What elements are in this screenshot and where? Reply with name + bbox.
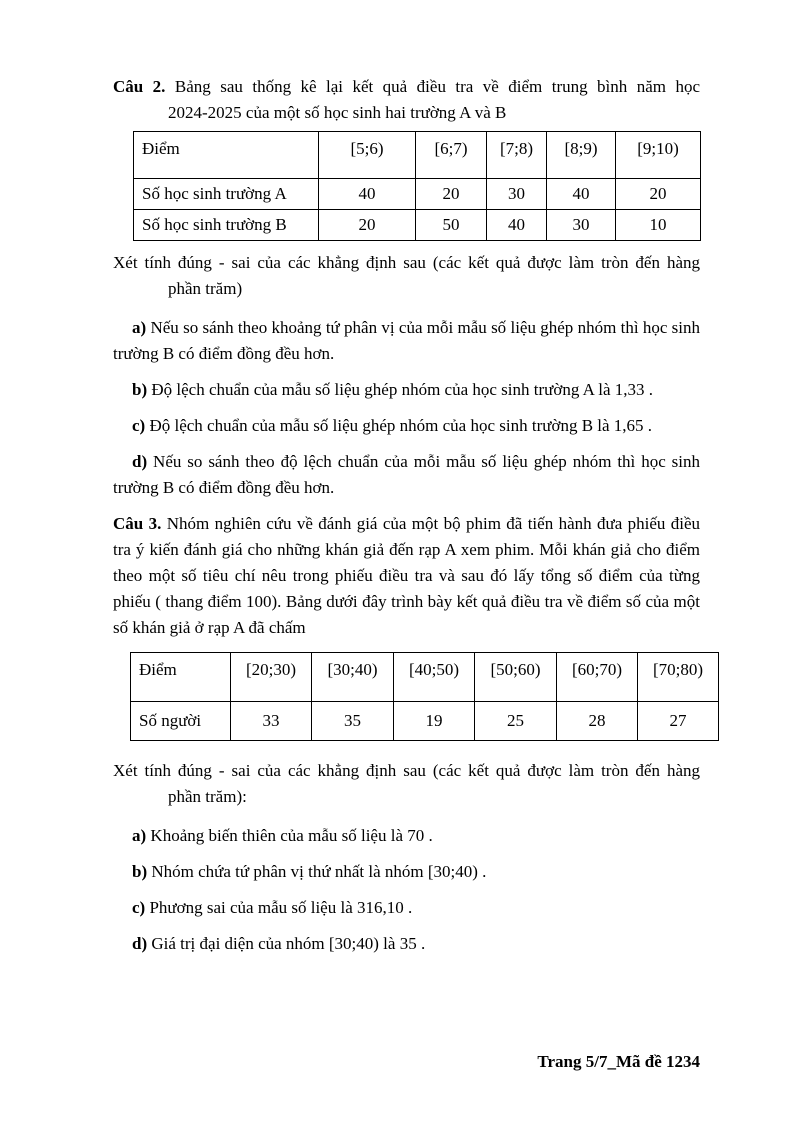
- table-row: [134, 179, 701, 210]
- table-cell: 35: [312, 702, 394, 741]
- q2-intro-text: Bảng sau thống kê lại kết quả điều tra về điểm trung bình năm học: [174, 77, 700, 96]
- table-cell: 30: [547, 210, 616, 241]
- statement-label: d): [132, 452, 148, 471]
- table-cell: 19: [394, 702, 475, 741]
- table-cell: 50: [416, 210, 487, 241]
- table-corner-cell: Điểm: [134, 132, 319, 179]
- question-3: [113, 511, 704, 957]
- q3-intro-text: Nhóm nghiên cứu về đánh giá của một bộ phim đã tiến hành đưa phiếu điều tra ý kiến đánh giá cho những khán giả đến rạp A xem phim. Mỗi khán giả cho điểm theo một số tiêu chí nêu trong phiếu điều tra và sau đó lấy tổng số điểm của từng phiếu ( thang điểm 100). Bảng dưới đây trình bày kết quả điều tra về điểm số của một số khán giả ở rạp A đã chấm: [113, 514, 701, 637]
- statement-text: Độ lệch chuẩn của mẫu số liệu ghép nhóm của học sinh trường B là 1,65 .: [149, 416, 653, 435]
- page-footer: Trang 5/7_Mã đề 1234: [537, 1052, 700, 1071]
- statement-label: b): [132, 862, 148, 881]
- table-cell: 40: [487, 210, 547, 241]
- table-cell: 28: [557, 702, 638, 741]
- row-label-cell: Số người: [131, 702, 231, 741]
- row-label-cell: Số học sinh trường B: [134, 210, 319, 241]
- statement-label: a): [132, 318, 147, 337]
- q3-statement-a: [113, 823, 700, 849]
- table-header-cell: [50;60): [475, 653, 557, 702]
- q3-score-table: [130, 652, 719, 741]
- table-header-cell: [20;30): [231, 653, 312, 702]
- table-cell: 40: [319, 179, 416, 210]
- q3-intro: [113, 511, 700, 641]
- q2-judge-line2: phần trăm): [168, 279, 243, 298]
- q3-judge-line1: Xét tính đúng - sai của các khẳng định sau (các kết quả được làm tròn đến hàng: [113, 761, 700, 780]
- table-header-row: [134, 132, 701, 179]
- table-cell: 25: [475, 702, 557, 741]
- table-header-cell: [70;80): [638, 653, 719, 702]
- q3-statement-c: [113, 895, 700, 921]
- table-header-cell: [5;6): [319, 132, 416, 179]
- row-label-cell: Số học sinh trường A: [134, 179, 319, 210]
- q2-label: Câu 2.: [113, 77, 166, 96]
- table-cell: 10: [616, 210, 701, 241]
- statement-label: d): [132, 934, 148, 953]
- statement-text: Nếu so sánh theo khoảng tứ phân vị của mỗi mẫu số liệu ghép nhóm thì học sinh trường B có điểm đồng đều hơn.: [113, 318, 700, 363]
- table-cell: 30: [487, 179, 547, 210]
- statement-text: Khoảng biến thiên của mẫu số liệu là 70 .: [150, 826, 433, 845]
- statement-text: Nhóm chứa tứ phân vị thứ nhất là nhóm [30;40) .: [151, 862, 487, 881]
- table-header-cell: [9;10): [616, 132, 701, 179]
- q2-judge-prompt: [113, 250, 700, 302]
- q3-judge-line2: phần trăm):: [168, 787, 247, 806]
- q3-statement-d: [113, 931, 700, 957]
- table-row: [131, 702, 719, 741]
- statement-text: Nếu so sánh theo độ lệch chuẩn của mỗi mẫu số liệu ghép nhóm thì học sinh trường B có điểm đồng đều hơn.: [113, 452, 700, 497]
- table-cell: 33: [231, 702, 312, 741]
- q2-statement-a: [113, 315, 700, 367]
- table-header-cell: [6;7): [416, 132, 487, 179]
- statement-label: c): [132, 898, 146, 917]
- statement-text: Giá trị đại diện của nhóm [30;40) là 35 .: [151, 934, 426, 953]
- table-header-cell: [30;40): [312, 653, 394, 702]
- statement-label: a): [132, 826, 147, 845]
- table-cell: 20: [416, 179, 487, 210]
- table-header-cell: [60;70): [557, 653, 638, 702]
- question-2: [113, 74, 700, 501]
- q3-statement-b: [113, 859, 700, 885]
- statement-text: Độ lệch chuẩn của mẫu số liệu ghép nhóm của học sinh trường A là 1,33 .: [151, 380, 654, 399]
- document-page: [113, 74, 704, 957]
- q2-statement-b: [113, 377, 700, 403]
- statement-label: b): [132, 380, 148, 399]
- table-header-row: [131, 653, 719, 702]
- q2-statement-c: [113, 413, 700, 439]
- table-corner-cell: Điểm: [131, 653, 231, 702]
- table-cell: 27: [638, 702, 719, 741]
- table-cell: 40: [547, 179, 616, 210]
- q3-judge-prompt: [113, 758, 700, 810]
- q2-intro-line1: [113, 74, 700, 100]
- q2-score-table: [133, 131, 701, 241]
- table-row: [134, 210, 701, 241]
- table-header-cell: [40;50): [394, 653, 475, 702]
- q2-judge-line1: Xét tính đúng - sai của các khẳng định sau (các kết quả được làm tròn đến hàng: [113, 253, 700, 272]
- statement-label: c): [132, 416, 146, 435]
- q2-intro: [113, 74, 700, 126]
- table-cell: 20: [319, 210, 416, 241]
- table-header-cell: [7;8): [487, 132, 547, 179]
- statement-text: Phương sai của mẫu số liệu là 316,10 .: [149, 898, 413, 917]
- table-cell: 20: [616, 179, 701, 210]
- q2-statement-d: [113, 449, 700, 501]
- q2-intro-line2: 2024-2025 của một số học sinh hai trường A và B: [168, 103, 507, 122]
- table-header-cell: [8;9): [547, 132, 616, 179]
- q3-label: Câu 3.: [113, 514, 162, 533]
